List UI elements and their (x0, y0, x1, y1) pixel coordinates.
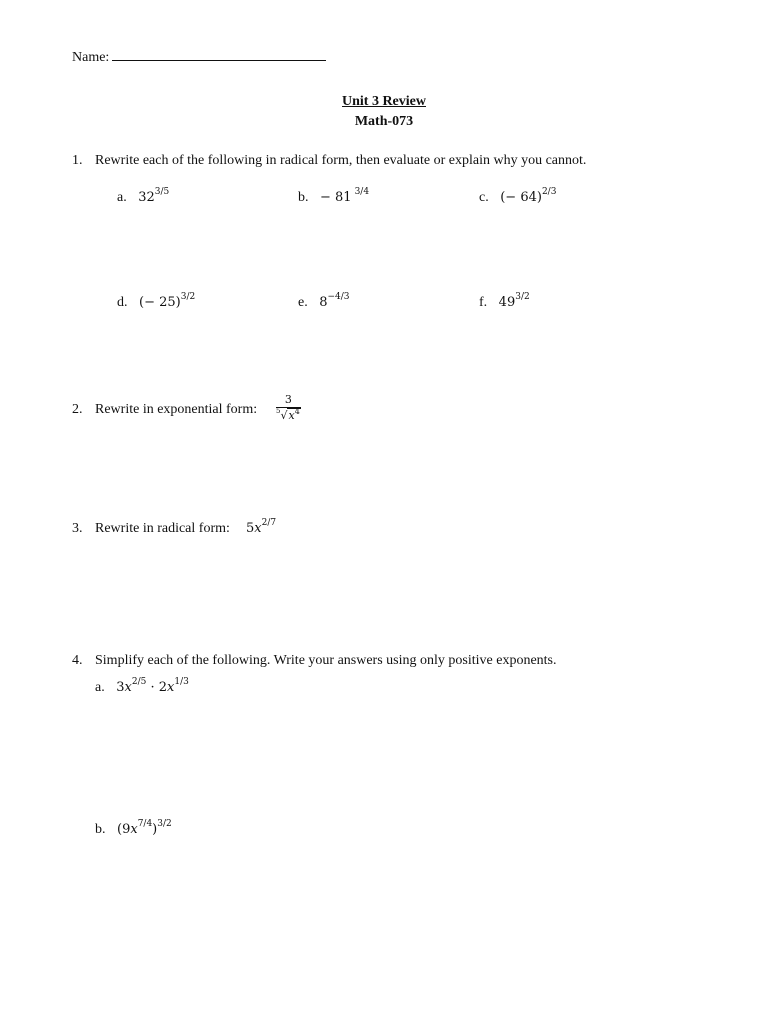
item-label: b. (95, 822, 106, 837)
name-label: Name: (72, 50, 110, 65)
q1-item-a (117, 187, 170, 205)
name-field (72, 48, 326, 65)
exponent-1: 2/5 (131, 677, 147, 687)
q4-item-a (95, 677, 189, 695)
variable-2: x (167, 680, 175, 695)
q4-number: 4. (72, 653, 83, 668)
item-label: a. (95, 680, 105, 695)
q1-number: 1. (72, 153, 83, 168)
fraction-numerator: 3 (276, 394, 301, 408)
item-base: (− 64) (500, 190, 542, 205)
page-title: Unit 3 Review (342, 94, 426, 109)
item-exponent: 3/4 (354, 187, 370, 197)
item-label: b. (298, 190, 309, 205)
q3-number: 3. (72, 521, 83, 536)
item-label: f. (479, 295, 488, 310)
item-label: d. (117, 295, 128, 310)
coefficient-2: 2 (158, 680, 168, 695)
q1-item-d (117, 292, 196, 310)
q1-item-f (479, 292, 530, 310)
item-base: 49 (498, 295, 516, 310)
close-paren: ) (152, 822, 158, 837)
q1-item-c (479, 187, 557, 205)
multiply-dot: · (150, 680, 155, 695)
coefficient: 5 (246, 521, 255, 536)
item-base: 8 (319, 295, 328, 310)
item-exponent: 3/2 (515, 292, 530, 302)
q4-text: Simplify each of the following. Write your answers using only positive exponents. (95, 653, 557, 668)
item-base: 32 (138, 190, 155, 205)
open-paren: (9 (117, 822, 131, 837)
radicand-variable: x (288, 409, 295, 422)
variable-1: x (124, 680, 132, 695)
item-base: (− 25) (139, 295, 181, 310)
exponent: 2/7 (261, 518, 277, 528)
course-code: Math-073 (354, 114, 414, 129)
q4-item-b (95, 819, 172, 837)
variable: x (130, 822, 138, 837)
item-label: e. (298, 295, 308, 310)
q2-number: 2. (72, 402, 83, 417)
radicand-exponent: 4 (294, 407, 300, 416)
item-exponent: 2/3 (541, 187, 557, 197)
root-index: 5 (276, 407, 281, 415)
exponent-2: 1/3 (174, 677, 189, 687)
item-base: − 81 (320, 190, 352, 205)
q2-fraction (276, 394, 301, 421)
variable: x (254, 521, 262, 536)
q3-expression (246, 518, 277, 536)
inner-exponent: 7/4 (137, 819, 153, 829)
item-exponent: −4/3 (327, 292, 350, 302)
coefficient-1: 3 (116, 680, 125, 695)
q1-text: Rewrite each of the following in radical form, then evaluate or explain why you cannot. (95, 153, 587, 168)
q2-text: Rewrite in exponential form: (95, 402, 258, 417)
name-blank-line[interactable] (112, 48, 326, 61)
item-exponent: 3/2 (180, 292, 196, 302)
item-exponent: 3/5 (154, 187, 170, 197)
item-label: a. (117, 190, 127, 205)
q1-item-b (298, 187, 370, 205)
q3-text: Rewrite in radical form: (95, 521, 230, 536)
q1-item-e (298, 292, 350, 310)
outer-exponent: 3/2 (157, 819, 172, 829)
fraction-denominator: $^5√x^4$ (276, 407, 300, 422)
item-label: c. (479, 190, 489, 205)
